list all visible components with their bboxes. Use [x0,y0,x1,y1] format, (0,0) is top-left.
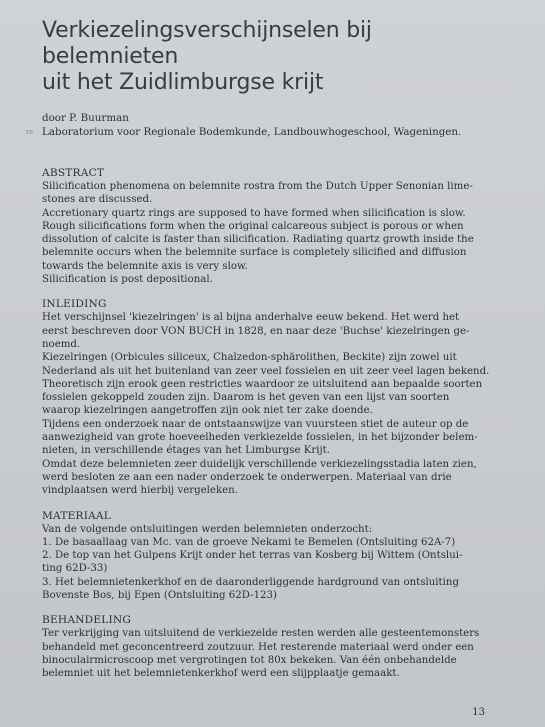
section-heading-abstract: ABSTRACT [42,167,105,179]
text-line: Silicification is post depositional. [42,274,213,286]
text-line: Rough silicifications form when the original calcareous subject is porous or when [42,220,464,232]
text-line: Bovenste Bos, bij Epen (Ontsluiting 62D-123) [42,590,277,602]
text-line: dissolution of calcite is faster than silicification. Radiating quartz growth inside the [42,234,474,246]
text-line: belemniet uit het belemnietenkerkhof werd een slijpplaatje gemaakt. [42,668,400,680]
text-line: ting 62D-33) [42,563,108,575]
section-text-materiaal [42,523,513,603]
title-line-1: Verkiezelingsverschijnselen bij belemnieten [42,18,372,69]
section-text-inleiding [42,311,513,497]
affiliation: Laboratorium voor Regionale Bodemkunde, Landbouwhogeschool, Wageningen. [42,125,462,138]
text-line: Nederland als uit het buitenland van zeer veel fossielen en uit zeer veel lagen bekend. [42,365,490,377]
title-line-2: uit het Zuidlimburgse krijt [42,70,324,95]
affiliation-line [26,125,513,140]
page-number: 13 [472,707,485,718]
text-line: stones are discussed. [42,194,153,206]
section-heading-inleiding: INLEIDING [42,298,107,311]
text-line: belemnite occurs when the belemnite surface is completely silicified and diffusion [42,247,467,259]
text-line: vindplaatsen werd hierbij vergeleken. [42,485,238,497]
text-line: Theoretisch zijn erook geen restricties waardoor ze uitsluitend aan bepaalde soorten [42,378,483,390]
section-text-abstract [42,180,513,286]
text-line: Kiezelringen (Orbicules siliceux, Chalzedon-sphärolithen, Beckite) zijn zowel uit [42,352,457,364]
text-line: 2. De top van het Gulpens Krijt onder het terras van Kosberg bij Wittem (Ontslui- [42,550,463,562]
text-line: Silicification phenomena on belemnite rostra from the Dutch Upper Senonian lime- [42,181,473,192]
text-line: noemd. [42,338,81,350]
text-line: nieten, in verschillende étages van het Limburgse Krijt. [42,445,331,457]
section-heading-materiaal: MATERIAAL [42,509,112,522]
text-line: Ter verkrijging van uitsluitend de verkiezelde resten werden alle gesteentemonsters [42,628,480,640]
text-line: binoculairmicroscoop met vergrotingen tot 80x bekeken. Van één onbehandelde [42,654,457,666]
margin-mark: rs [26,127,33,136]
text-line: werd besloten ze aan een nader onderzoek te onderwerpen. Materiaal van drie [42,471,452,483]
text-line: behandeld met geconcentreerd zoutzuur. Het resterende materiaal werd onder een [42,641,474,653]
text-line: 1. De basaallaag van Mc. van de groeve Nekami te Bemelen (Ontsluiting 62A-7) [42,536,456,548]
text-line: waarop kiezelringen aangetroffen zijn ook niet ter zake doende. [42,405,373,417]
section-heading-behandeling: BEHANDELING [42,614,132,627]
text-line: aanwezigheid van grote hoeveelheden verkiezelde fossielen, in het bijzonder belem- [42,432,478,444]
text-line: fossielen gekoppeld zouden zijn. Daarom is het geven van een lijst van soorten [42,392,450,404]
article-body [42,167,513,681]
text-line: eerst beschreven door VON BUCH in 1828, en naar deze 'Buchse' kiezelringen ge- [42,325,470,337]
text-line: Tijdens een onderzoek naar de ontstaanswijze van vuursteen stiet de auteur op de [42,418,469,430]
text-line: Accretionary quartz rings are supposed to have formed when silicification is slow. [42,207,466,219]
text-line: Het verschijnsel 'kiezelringen' is al bijna anderhalve eeuw bekend. Het werd het [42,312,460,324]
text-line: 3. Het belemnietenkerkhof en de daaronderliggende hardground van ontsluiting [42,576,459,588]
article-title [42,18,513,96]
text-line: towards the belemnite axis is very slow. [42,260,248,272]
text-line: Omdat deze belemnieten zeer duidelijk verschillende verkiezelingsstadia laten zien, [42,458,477,470]
author-block [26,112,513,139]
author-name: door P. Buurman [42,112,129,124]
text-line: Van de volgende ontsluitingen werden belemnieten onderzocht: [42,523,373,535]
section-text-behandeling [42,627,513,680]
